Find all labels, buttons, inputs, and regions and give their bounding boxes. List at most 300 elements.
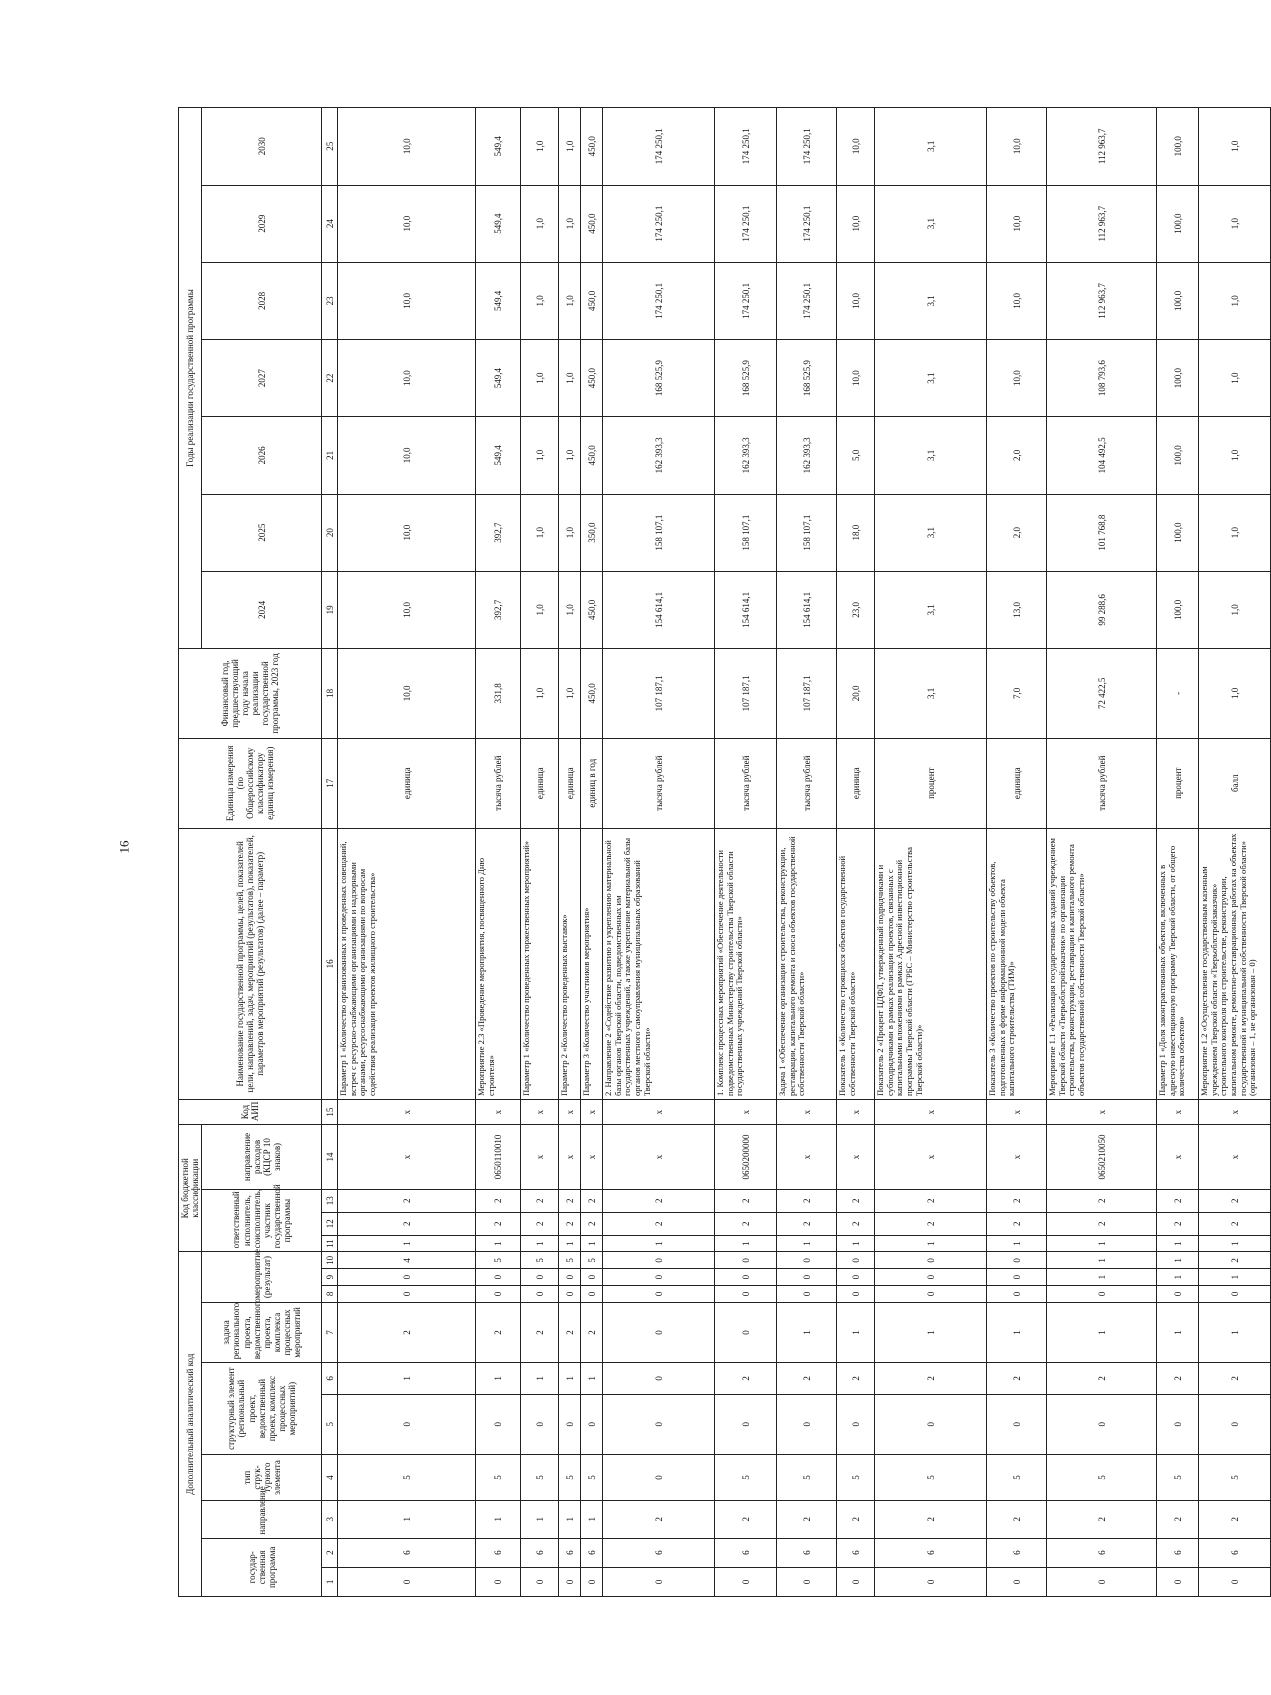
code-cell: 2	[1157, 1500, 1199, 1538]
header-name: Наименование государственной программы, целей, показателей цели, направлений, задач, мероприятий (результатов), показателей, параметров мероприятий (результатов) (далее – параметр)	[179, 828, 322, 1099]
table-row	[837, 108, 875, 1597]
code-cell: 5	[559, 1252, 581, 1269]
code-cell: 6	[581, 1538, 603, 1567]
code-cell: 1	[1157, 1235, 1199, 1252]
unit-cell: тысяча рублей	[1047, 738, 1157, 828]
code-cell: 2	[715, 1363, 777, 1394]
unit-cell: тысяча рублей	[715, 738, 777, 828]
base-year-value: 450,0	[581, 649, 603, 739]
year-value: 5,0	[837, 417, 875, 494]
year-value: 174 250,1	[603, 185, 715, 262]
year-value: 10,0	[837, 340, 875, 417]
year-value: 1,0	[521, 340, 559, 417]
column-number: 5	[322, 1394, 338, 1455]
year-value: 392,7	[476, 571, 521, 648]
table-row	[715, 108, 777, 1597]
code-cell: 2	[987, 1363, 1047, 1394]
year-value: 1,0	[1199, 262, 1271, 339]
year-value: 10,0	[338, 571, 476, 648]
code-cell: 6	[875, 1538, 987, 1567]
code-cell: 0	[875, 1269, 987, 1286]
code-cell: 0	[476, 1567, 521, 1596]
year-value: 18,0	[837, 494, 875, 571]
code-cell: 2	[1047, 1189, 1157, 1212]
code-cell: 2	[581, 1189, 603, 1212]
unit-cell: единица	[521, 738, 559, 828]
year-value: 10,0	[987, 340, 1047, 417]
code-cell: 0	[837, 1567, 875, 1596]
code-cell: 0	[777, 1252, 837, 1269]
column-number: 19	[322, 571, 338, 648]
code-cell: 2	[715, 1189, 777, 1212]
code-cell: 2	[1157, 1212, 1199, 1235]
year-value: 1,0	[521, 108, 559, 186]
code-cell: 5	[1047, 1455, 1157, 1501]
code-cell: 1	[581, 1235, 603, 1252]
header-year-2028: 2028	[202, 262, 322, 339]
year-value: 101 768,8	[1047, 494, 1157, 571]
code-cell: 1	[581, 1363, 603, 1394]
row-name: Мероприятие 1.2 «Осуществление государственным казенным учреждением Тверской области «Тверьоблстройзаказчик» строительного контроля при строительстве, реконструкции, капитальном ремонте, ремонтно-реставрационных работах на объектах государственной и муниципальной собственности Тверской области» (организован – 1, не организован – 0)	[1199, 828, 1271, 1099]
code-cell: 2	[1199, 1212, 1271, 1235]
code-cell: 1	[559, 1363, 581, 1394]
code-cell: 5	[476, 1252, 521, 1269]
year-value: 3,1	[875, 571, 987, 648]
year-value: 158 107,1	[603, 494, 715, 571]
code-cell: 0	[476, 1394, 521, 1455]
table-row	[521, 108, 559, 1597]
header-additional-code: Дополнительный аналитический код	[179, 1252, 202, 1597]
code-cell: 0	[521, 1567, 559, 1596]
code-cell: 1	[476, 1363, 521, 1394]
code-cell: 0	[559, 1269, 581, 1286]
table-row	[1047, 108, 1157, 1597]
code-cell: х	[521, 1100, 559, 1125]
year-value: 1,0	[559, 494, 581, 571]
header-unit: Единица измерения (по Общероссийскому классификатору единиц измерения)	[179, 738, 322, 828]
rotated-table-wrapper	[178, 107, 1258, 1597]
table-row	[603, 108, 715, 1597]
column-number: 3	[322, 1500, 338, 1538]
base-year-value: 331,8	[476, 649, 521, 739]
code-cell: 5	[559, 1455, 581, 1501]
code-cell: 0	[581, 1285, 603, 1302]
code-cell: 2	[338, 1189, 476, 1212]
unit-cell: процент	[1157, 738, 1199, 828]
row-name: Параметр 1 «Доля законтрактованных объектов, включенных в адресную инвестиционную программу Тверской области, от общего количества объектов»	[1157, 828, 1199, 1099]
year-value: 1,0	[521, 494, 559, 571]
code-cell: 5	[1199, 1455, 1271, 1501]
code-cell: 2	[1199, 1500, 1271, 1538]
code-cell: 0	[837, 1269, 875, 1286]
code-cell: 0	[338, 1269, 476, 1286]
year-value: 10,0	[338, 494, 476, 571]
code-cell: 0	[603, 1363, 715, 1394]
code-cell: 0	[715, 1394, 777, 1455]
code-cell: 0	[476, 1269, 521, 1286]
row-name: Параметр 1 «Количество организованных и проведенных совещаний, встреч с ресурсно-снабжающими организациями и надзорными органами, ресурсоснабжающими организациями по вопросам содействия реализации проектов жилищного строительства»	[338, 828, 476, 1099]
base-year-value: 1,0	[559, 649, 581, 739]
code-cell: 2	[603, 1500, 715, 1538]
column-number: 15	[322, 1100, 338, 1125]
base-year-value: 10,0	[338, 649, 476, 739]
year-value: 174 250,1	[777, 262, 837, 339]
column-number: 7	[322, 1302, 338, 1363]
code-cell: 0	[875, 1567, 987, 1596]
code-cell: 2	[987, 1212, 1047, 1235]
column-number: 22	[322, 340, 338, 417]
year-value: 168 525,9	[603, 340, 715, 417]
code-cell: 5	[987, 1455, 1047, 1501]
year-value: 174 250,1	[603, 262, 715, 339]
code-cell: 2	[559, 1189, 581, 1212]
code-cell: 1	[1199, 1235, 1271, 1252]
year-value: 10,0	[338, 340, 476, 417]
code-cell: 5	[875, 1455, 987, 1501]
year-value: 1,0	[559, 417, 581, 494]
year-value: 3,1	[875, 340, 987, 417]
year-value: 10,0	[837, 185, 875, 262]
code-cell: х	[837, 1100, 875, 1125]
code-cell: х	[1157, 1100, 1199, 1125]
year-value: 1,0	[559, 262, 581, 339]
code-cell: 2	[987, 1189, 1047, 1212]
base-year-value: 20,0	[837, 649, 875, 739]
code-cell: 1	[1047, 1252, 1157, 1269]
row-name: Задача 1 «Обеспечение организации строительства, реконструкции, реставрации, капитального ремонта и сноса объектов государственной собственности Тверской области»	[777, 828, 837, 1099]
year-value: 450,0	[581, 262, 603, 339]
year-value: 3,1	[875, 108, 987, 186]
year-value: 392,7	[476, 494, 521, 571]
code-cell: 1	[715, 1235, 777, 1252]
column-number: 17	[322, 738, 338, 828]
code-cell: 2	[1199, 1363, 1271, 1394]
header-program: государ-ственная программа	[202, 1538, 322, 1596]
header-structural: структурный элемент (региональный проект, ведомственный проект, комплекс процессных мероприятий)	[202, 1363, 322, 1455]
base-year-value: 7,0	[987, 649, 1047, 739]
header-task: задача регионального проекта, ведомственного проекта, комплекса процессных мероприятий	[202, 1302, 322, 1363]
table-row	[1157, 108, 1199, 1597]
code-cell: 2	[1199, 1189, 1271, 1212]
code-cell: х	[777, 1125, 837, 1190]
table-row	[581, 108, 603, 1597]
code-cell: 0	[603, 1302, 715, 1363]
code-cell: 0	[521, 1269, 559, 1286]
header-year-2030: 2030	[202, 108, 322, 186]
year-value: 1,0	[1199, 185, 1271, 262]
year-value: 10,0	[987, 262, 1047, 339]
year-value: 162 393,3	[777, 417, 837, 494]
header-base-year: Финансовый год, предшествующий году начала реализации государственной программы, 2023 год	[179, 649, 322, 739]
year-value: 168 525,9	[715, 340, 777, 417]
base-year-value: 72 422,5	[1047, 649, 1157, 739]
code-cell: 0	[603, 1285, 715, 1302]
base-year-value: 107 187,1	[777, 649, 837, 739]
code-cell: 0	[715, 1252, 777, 1269]
code-cell: х	[875, 1100, 987, 1125]
header-event: мероприятие (результат)	[202, 1252, 322, 1302]
code-cell: 2	[777, 1363, 837, 1394]
year-value: 549,4	[476, 417, 521, 494]
code-cell: 0	[338, 1567, 476, 1596]
code-cell: 2	[875, 1500, 987, 1538]
unit-cell: единица	[987, 738, 1047, 828]
base-year-value: 1,0	[521, 649, 559, 739]
row-name: Параметр 2 «Количество проведенных выставок»	[559, 828, 581, 1099]
year-value: 10,0	[338, 262, 476, 339]
unit-cell: тысяча рублей	[603, 738, 715, 828]
code-cell: 2	[521, 1302, 559, 1363]
code-cell: 0	[1157, 1567, 1199, 1596]
code-cell: 6	[1199, 1538, 1271, 1567]
unit-cell: единиц в год	[581, 738, 603, 828]
code-cell: 1	[521, 1500, 559, 1538]
code-cell: 0	[837, 1252, 875, 1269]
year-value: 3,1	[875, 494, 987, 571]
code-cell: 0	[521, 1285, 559, 1302]
unit-cell: процент	[875, 738, 987, 828]
year-value: 450,0	[581, 417, 603, 494]
row-name: Мероприятие 2.3 «Проведение мероприятия, посвященного Дню строителя»	[476, 828, 521, 1099]
code-cell: 1	[603, 1235, 715, 1252]
year-value: 450,0	[581, 108, 603, 186]
code-cell: 1	[1157, 1252, 1199, 1269]
code-cell: 6	[777, 1538, 837, 1567]
year-value: 1,0	[559, 108, 581, 186]
year-value: 549,4	[476, 340, 521, 417]
code-cell: 2	[476, 1189, 521, 1212]
column-number: 11	[322, 1235, 338, 1252]
code-cell: 1	[1047, 1302, 1157, 1363]
code-cell: 0	[837, 1285, 875, 1302]
code-cell: 5	[1157, 1455, 1199, 1501]
code-cell: 0	[476, 1285, 521, 1302]
year-value: 1,0	[1199, 571, 1271, 648]
code-cell: х	[559, 1100, 581, 1125]
code-cell: 1	[1047, 1269, 1157, 1286]
code-cell: 0	[837, 1394, 875, 1455]
code-cell: х	[1157, 1125, 1199, 1190]
code-cell: 1	[338, 1235, 476, 1252]
code-cell: 0	[987, 1269, 1047, 1286]
column-number: 6	[322, 1363, 338, 1394]
code-cell: 2	[715, 1500, 777, 1538]
code-cell: 0	[1199, 1285, 1271, 1302]
table-row	[875, 108, 987, 1597]
year-value: 10,0	[338, 417, 476, 494]
code-cell: 0	[581, 1269, 603, 1286]
code-cell: 6	[338, 1538, 476, 1567]
code-cell: 5	[837, 1455, 875, 1501]
code-cell: 2	[559, 1302, 581, 1363]
year-value: 100,0	[1157, 571, 1199, 648]
code-cell: 1	[1047, 1235, 1157, 1252]
column-number: 4	[322, 1455, 338, 1501]
code-cell: 0	[715, 1285, 777, 1302]
code-cell: 0	[875, 1252, 987, 1269]
code-cell: х	[837, 1125, 875, 1190]
code-cell: 0	[715, 1567, 777, 1596]
row-name: Показатель 1 «Количество строящихся объектов государственной собственности Тверской области»	[837, 828, 875, 1099]
year-value: 2,0	[987, 417, 1047, 494]
year-value: 1,0	[1199, 340, 1271, 417]
code-cell: 0	[1047, 1285, 1157, 1302]
column-number: 12	[322, 1212, 338, 1235]
year-value: 99 288,6	[1047, 571, 1157, 648]
code-cell: 0	[777, 1269, 837, 1286]
page-number: 16	[116, 840, 131, 854]
year-value: 162 393,3	[603, 417, 715, 494]
year-value: 168 525,9	[777, 340, 837, 417]
code-cell: 0650110010	[476, 1125, 521, 1190]
header-expense: направление расходов (КЦСР 10 знаков)	[202, 1125, 322, 1190]
code-cell: х	[875, 1125, 987, 1190]
year-value: 10,0	[987, 108, 1047, 186]
code-cell: 2	[521, 1212, 559, 1235]
code-cell: 4	[338, 1252, 476, 1269]
header-years: Годы реализации государственной программы	[179, 108, 202, 649]
code-cell: 2	[875, 1212, 987, 1235]
code-cell: 0	[987, 1567, 1047, 1596]
year-value: 174 250,1	[715, 108, 777, 186]
header-aip: Код АИП	[179, 1100, 322, 1125]
year-value: 1,0	[521, 262, 559, 339]
row-name: Показатель 2 «Процент ЦДФЛ, утвержденный подрядчиками и субподрядчиками в рамках реализации проектов, связанных с капитальными вложениями в рамках Адресной инвестиционной программы Тверской области (ГРБС – Министерство строительства Тверской области)»	[875, 828, 987, 1099]
column-number: 1	[322, 1567, 338, 1596]
code-cell: 2	[837, 1363, 875, 1394]
column-number: 13	[322, 1189, 338, 1212]
code-cell: 6	[987, 1538, 1047, 1567]
code-cell: 1	[476, 1235, 521, 1252]
code-cell: 0	[581, 1567, 603, 1596]
header-year-2025: 2025	[202, 494, 322, 571]
table-row	[1199, 108, 1271, 1597]
code-cell: 2	[521, 1189, 559, 1212]
code-cell: 0	[559, 1285, 581, 1302]
year-value: 174 250,1	[777, 185, 837, 262]
code-cell: 2	[837, 1212, 875, 1235]
unit-cell: единица	[338, 738, 476, 828]
code-cell: 0	[1157, 1285, 1199, 1302]
year-value: 158 107,1	[777, 494, 837, 571]
code-cell: 1	[875, 1302, 987, 1363]
row-name: Параметр 3 «Количество участников мероприятия»	[581, 828, 603, 1099]
code-cell: 1	[987, 1235, 1047, 1252]
code-cell: 1	[1199, 1302, 1271, 1363]
year-value: 100,0	[1157, 340, 1199, 417]
year-value: 3,1	[875, 185, 987, 262]
column-number: 23	[322, 262, 338, 339]
year-value: 10,0	[338, 108, 476, 186]
year-value: 100,0	[1157, 185, 1199, 262]
code-cell: 0	[777, 1285, 837, 1302]
year-value: 1,0	[1199, 417, 1271, 494]
code-cell: 2	[715, 1212, 777, 1235]
code-cell: 1	[1199, 1269, 1271, 1286]
column-number: 16	[322, 828, 338, 1099]
year-value: 1,0	[559, 185, 581, 262]
code-cell: 0	[875, 1394, 987, 1455]
year-value: 350,0	[581, 494, 603, 571]
code-cell: 0	[603, 1394, 715, 1455]
code-cell: х	[338, 1125, 476, 1190]
code-cell: 0	[1199, 1394, 1271, 1455]
base-year-value: 107 187,1	[715, 649, 777, 739]
header-direction: направление	[202, 1500, 322, 1538]
code-cell: 2	[559, 1212, 581, 1235]
code-cell: х	[1199, 1125, 1271, 1190]
year-value: 104 492,5	[1047, 417, 1157, 494]
code-cell: 1	[521, 1363, 559, 1394]
code-cell: 0	[581, 1394, 603, 1455]
code-cell: х	[1199, 1100, 1271, 1125]
code-cell: 0	[559, 1394, 581, 1455]
code-cell: 0	[987, 1252, 1047, 1269]
column-number: 8	[322, 1285, 338, 1302]
code-cell: 1	[581, 1500, 603, 1538]
header-type: тип струк-турного элемента	[202, 1455, 322, 1501]
row-name: 2. Направление 2 «Содействие развитию и укреплению материальной базы органов Тверской области, подведомственных им государственных учреждений, а также укрепление материальной базы органов местного самоуправления муниципальных образований Тверской области»	[603, 828, 715, 1099]
code-cell: 2	[1047, 1500, 1157, 1538]
code-cell: 6	[476, 1538, 521, 1567]
year-value: 174 250,1	[715, 262, 777, 339]
code-cell: 1	[1157, 1269, 1199, 1286]
code-cell: х	[1047, 1100, 1157, 1125]
code-cell: 2	[875, 1189, 987, 1212]
code-cell: 1	[777, 1235, 837, 1252]
code-cell: 0650200000	[715, 1125, 777, 1190]
table-row	[559, 108, 581, 1597]
year-value: 112 963,7	[1047, 262, 1157, 339]
code-cell: 2	[603, 1212, 715, 1235]
code-cell: 1	[521, 1235, 559, 1252]
year-value: 158 107,1	[715, 494, 777, 571]
code-cell: х	[987, 1100, 1047, 1125]
year-value: 1,0	[521, 417, 559, 494]
code-cell: 2	[476, 1302, 521, 1363]
year-value: 162 393,3	[715, 417, 777, 494]
code-cell: 2	[1157, 1363, 1199, 1394]
code-cell: 1	[837, 1302, 875, 1363]
table-row	[987, 108, 1047, 1597]
code-cell: 6	[837, 1538, 875, 1567]
year-value: 174 250,1	[603, 108, 715, 186]
year-value: 174 250,1	[777, 108, 837, 186]
code-cell: 0	[715, 1302, 777, 1363]
code-cell: 1	[837, 1235, 875, 1252]
code-cell: 6	[559, 1538, 581, 1567]
code-cell: 0	[1047, 1567, 1157, 1596]
code-cell: 0	[987, 1285, 1047, 1302]
unit-cell: тысяча рублей	[476, 738, 521, 828]
code-cell: 5	[581, 1252, 603, 1269]
code-cell: 0	[987, 1394, 1047, 1455]
header-year-2027: 2027	[202, 340, 322, 417]
year-value: 112 963,7	[1047, 108, 1157, 186]
unit-cell: единица	[559, 738, 581, 828]
code-cell: 2	[837, 1500, 875, 1538]
code-cell: 5	[777, 1455, 837, 1501]
code-cell: х	[338, 1100, 476, 1125]
code-cell: 5	[581, 1455, 603, 1501]
code-cell: 0	[559, 1567, 581, 1596]
year-value: 100,0	[1157, 417, 1199, 494]
code-cell: 2	[1047, 1363, 1157, 1394]
code-cell: 2	[777, 1189, 837, 1212]
code-cell: 0	[777, 1567, 837, 1596]
row-name: Мероприятие 1.1 «Реализация государственных заданий учреждением Тверской области «Тверьоблстройзаказчик» по организации строительства, реконструкции, реставрации и капитального ремонта объектов государственной собственности Тверской области»	[1047, 828, 1157, 1099]
year-value: 1,0	[521, 185, 559, 262]
